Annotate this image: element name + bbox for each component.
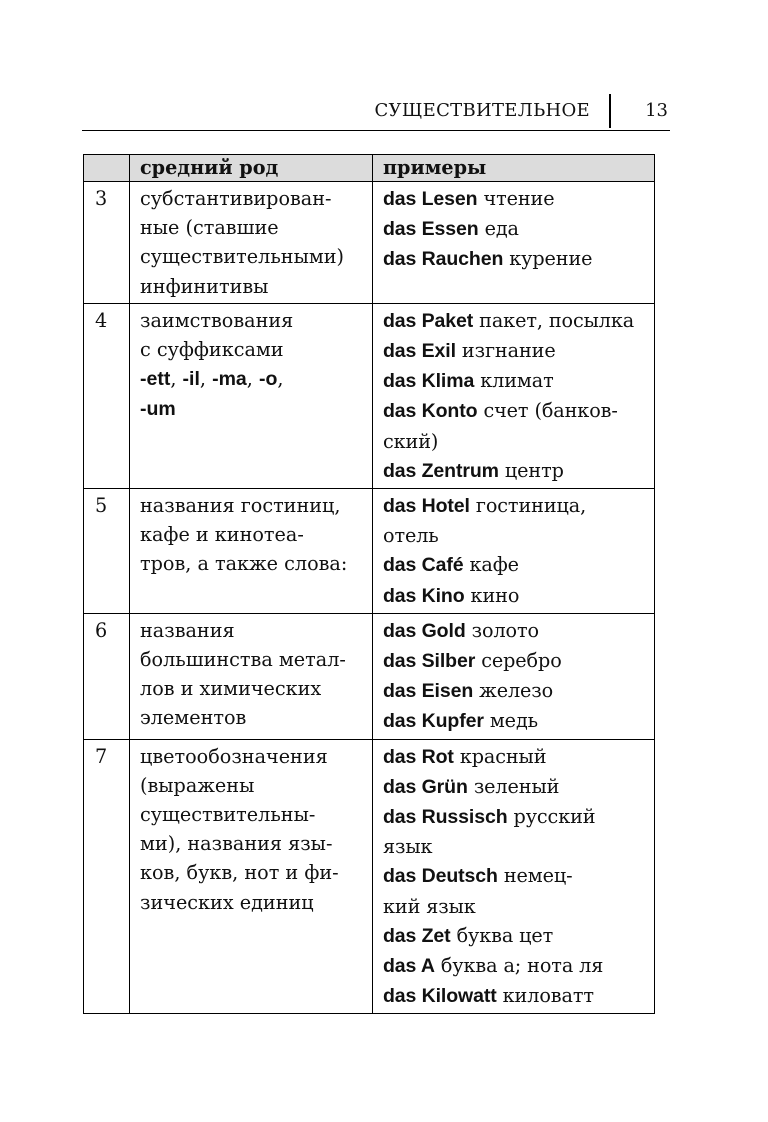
russian-translation: пакет, посылка xyxy=(479,308,635,332)
suffix-term: -ma xyxy=(212,368,247,391)
description-line: ные (ставшие xyxy=(140,216,279,240)
example-line xyxy=(383,184,648,214)
example-line xyxy=(383,616,648,646)
russian-translation: серебро xyxy=(481,649,562,673)
russian-translation: счет (банков- xyxy=(483,399,618,423)
running-header xyxy=(82,88,670,131)
german-term: das Kilowatt xyxy=(383,985,497,1008)
russian-translation: еда xyxy=(484,217,519,241)
german-term: das Grün xyxy=(383,775,468,798)
suffix-term: -ett xyxy=(140,368,171,391)
german-term: das Paket xyxy=(383,309,474,332)
row-description xyxy=(130,489,373,614)
german-term: das Lesen xyxy=(383,188,478,210)
description-line: (выражены xyxy=(140,773,255,797)
row-description xyxy=(130,739,373,1014)
russian-translation: кино xyxy=(470,583,520,607)
german-term: das Café xyxy=(383,554,464,577)
table-row xyxy=(84,303,655,488)
description-line: зических единиц xyxy=(140,890,314,914)
description-line: инфинитивы xyxy=(140,274,269,298)
row-examples xyxy=(373,739,655,1014)
example-line xyxy=(383,366,648,396)
russian-translation: язык xyxy=(383,835,433,859)
german-term: das Eisen xyxy=(383,680,474,703)
table-row xyxy=(84,489,655,614)
description-line: лов и химических xyxy=(140,677,322,701)
example-line xyxy=(383,981,648,1011)
example-line xyxy=(383,646,648,676)
german-term: das Gold xyxy=(383,619,466,642)
russian-translation: отель xyxy=(383,524,439,548)
example-line xyxy=(383,832,648,861)
description-line: существительны- xyxy=(140,803,316,827)
row-description xyxy=(130,303,373,488)
description-line: элементов xyxy=(140,706,247,730)
suffix-line xyxy=(140,364,366,394)
row-number: 4 xyxy=(84,303,130,488)
suffix-separator: , xyxy=(246,367,259,391)
russian-translation: чтение xyxy=(483,187,555,210)
suffix-separator: , xyxy=(170,367,183,391)
russian-translation: ский) xyxy=(383,429,439,453)
row-number: 3 xyxy=(84,182,130,304)
suffix-line xyxy=(140,394,366,424)
russian-translation: киловатт xyxy=(502,984,594,1008)
russian-translation: немец- xyxy=(503,864,573,888)
russian-translation: красный xyxy=(459,744,547,768)
table-row xyxy=(84,739,655,1014)
example-line xyxy=(383,550,648,580)
example-line xyxy=(383,892,648,921)
russian-translation: гостиница, xyxy=(475,494,587,518)
german-term: das Hotel xyxy=(383,495,470,518)
german-term: das Essen xyxy=(383,218,479,241)
column-header-examples: примеры xyxy=(373,155,655,182)
table-body xyxy=(84,182,655,1014)
neuter-gender-table xyxy=(83,154,655,1014)
example-line xyxy=(383,244,648,274)
suffix-separator: , xyxy=(199,367,213,391)
russian-translation: русский xyxy=(513,805,596,829)
row-examples xyxy=(373,613,655,739)
description-line: субстантивирован- xyxy=(140,187,332,210)
russian-translation: климат xyxy=(480,369,554,393)
german-term: das A xyxy=(383,955,435,978)
row-examples xyxy=(373,303,655,488)
description-line: заимствования xyxy=(140,308,294,332)
example-line xyxy=(383,396,648,426)
row-number: 6 xyxy=(84,613,130,739)
suffix-term: -il xyxy=(182,368,200,391)
suffix-term: -o xyxy=(258,368,278,391)
description-line: названия xyxy=(140,618,235,642)
table-row xyxy=(84,182,655,304)
russian-translation: зеленый xyxy=(473,774,560,798)
row-examples xyxy=(373,489,655,614)
russian-translation: кафе xyxy=(469,553,519,577)
example-line xyxy=(383,921,648,951)
german-term: das Silber xyxy=(383,650,476,673)
example-line xyxy=(383,214,648,244)
row-description xyxy=(130,182,373,304)
example-line xyxy=(383,581,648,611)
german-term: das Zentrum xyxy=(383,459,499,482)
russian-translation: медь xyxy=(489,709,538,733)
row-examples xyxy=(373,182,655,304)
row-number: 5 xyxy=(84,489,130,614)
example-line xyxy=(383,951,648,981)
column-header-number xyxy=(84,155,130,182)
description-line: названия гостиниц, xyxy=(140,494,341,518)
german-term: das Zet xyxy=(383,924,451,947)
suffix-term: -um xyxy=(140,398,176,421)
russian-translation: золото xyxy=(471,618,539,642)
example-line xyxy=(383,772,648,802)
table-row xyxy=(84,613,655,739)
description-line: тров, а также слова: xyxy=(140,552,348,576)
row-number: 7 xyxy=(84,739,130,1014)
example-line xyxy=(383,491,648,521)
russian-translation: изгнание xyxy=(461,339,556,363)
russian-translation: буква а; нота ля xyxy=(440,954,604,978)
description-line: ми), названия язы- xyxy=(140,832,333,856)
german-term: das Rauchen xyxy=(383,248,504,271)
description-line: существительными) xyxy=(140,245,345,269)
german-term: das Russisch xyxy=(383,806,508,829)
german-term: das Kupfer xyxy=(383,710,484,733)
example-line xyxy=(383,427,648,456)
russian-translation: центр xyxy=(504,458,564,482)
german-term: das Exil xyxy=(383,340,456,363)
german-term: das Kino xyxy=(383,584,465,607)
example-line xyxy=(383,706,648,736)
page-number: 13 xyxy=(645,100,668,121)
column-header-gender: средний род xyxy=(130,155,373,182)
example-line xyxy=(383,336,648,366)
example-line xyxy=(383,742,648,772)
example-line xyxy=(383,521,648,550)
example-line xyxy=(383,456,648,486)
german-term: das Rot xyxy=(383,745,454,768)
description-line: ков, букв, нот и фи- xyxy=(140,861,339,885)
example-line xyxy=(383,306,648,336)
example-line xyxy=(383,802,648,832)
description-line: кафе и кинотеа- xyxy=(140,523,304,547)
russian-translation: буква цет xyxy=(456,923,554,947)
german-term: das Konto xyxy=(383,400,478,423)
description-line: большинства метал- xyxy=(140,648,346,672)
row-description xyxy=(130,613,373,739)
example-line xyxy=(383,676,648,706)
table-header-row xyxy=(84,155,655,182)
russian-translation: железо xyxy=(479,679,554,703)
russian-translation: курение xyxy=(509,247,593,271)
german-term: das Klima xyxy=(383,370,475,393)
chapter-title: СУЩЕСТВИТЕЛЬНОЕ xyxy=(374,100,590,121)
description-line: с суффиксами xyxy=(140,338,284,362)
german-term: das Deutsch xyxy=(383,865,498,888)
russian-translation: кий язык xyxy=(383,894,476,918)
suffix-separator: , xyxy=(277,367,284,391)
example-line xyxy=(383,861,648,891)
header-divider xyxy=(609,94,611,128)
description-line: цветообозначения xyxy=(140,744,328,768)
